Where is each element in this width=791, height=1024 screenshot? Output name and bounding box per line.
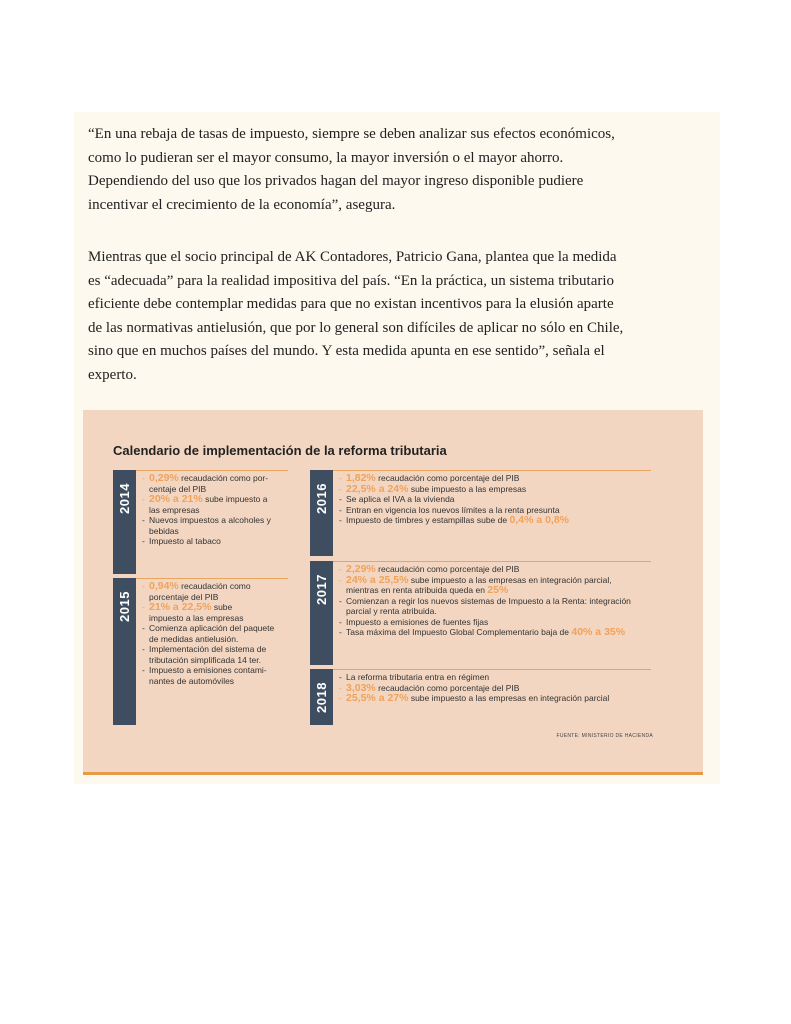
- item-line: [142, 515, 271, 526]
- highlight-value: 22,5% a 24%: [346, 482, 409, 495]
- highlight-value: 2,29%: [346, 563, 376, 575]
- text-line: como lo pudieran ser el mayor consumo, la mayor inversión o el mayor ahorro.: [88, 149, 564, 166]
- item-line: [339, 596, 631, 607]
- infographic-title: Calendario de implementación de la reforma tributaria: [113, 443, 447, 458]
- item-continuation: [142, 526, 271, 537]
- highlight-value: 0,94%: [149, 580, 179, 592]
- item-line: [142, 581, 274, 592]
- highlight-value: 3,03%: [346, 681, 376, 694]
- item-text: Entran en vigencia los nuevos límites a la renta presunta: [346, 504, 560, 515]
- item-continuation: [142, 676, 274, 687]
- text-line: incentivar el crecimiento de la economía”, asegura.: [88, 196, 396, 213]
- bottom-rule: [83, 772, 703, 775]
- highlight-value: 20% a 21%: [149, 493, 203, 505]
- item-text: sube impuesto a las empresas: [408, 483, 527, 494]
- item-text: recaudación como porcentaje del PIB: [375, 682, 520, 693]
- item-line: [339, 484, 569, 495]
- item-text: Tasa máxima del Impuesto Global Complementario baja de: [346, 627, 572, 637]
- item-text: tributación simplificada 14 ter.: [149, 654, 261, 665]
- item-text: recaudación como por-: [178, 473, 269, 483]
- item-text: centaje del PIB: [149, 483, 207, 494]
- year-label: 2016: [314, 482, 330, 514]
- item-continuation: [142, 613, 274, 624]
- highlight-value: 25,5% a 27%: [346, 692, 409, 704]
- highlight-value: 40% a 35%: [571, 626, 626, 638]
- item-line: [339, 672, 609, 683]
- item-continuation: [142, 505, 271, 516]
- divider-line: [136, 470, 288, 471]
- highlight-value: 21% a 22,5%: [149, 601, 212, 613]
- expert-paragraph: [88, 246, 708, 387]
- year-items: [142, 581, 274, 686]
- year-items: [339, 672, 609, 704]
- text-line: es “adecuada” para la realidad impositiva del país. “En la práctica, un sistema tributario: [88, 272, 615, 289]
- item-text: impuesto a las empresas: [149, 612, 244, 623]
- year-items: [339, 564, 631, 638]
- item-line: [339, 575, 631, 586]
- item-line: [142, 473, 271, 484]
- year-label: 2018: [314, 681, 330, 713]
- year-label: 2017: [314, 573, 330, 605]
- item-text: Impuesto a emisiones de fuentes fijas: [346, 616, 489, 627]
- item-line: [142, 644, 274, 655]
- divider-line: [333, 470, 651, 471]
- divider-line: [333, 561, 651, 562]
- item-continuation: [339, 585, 631, 596]
- text-line: Dependiendo del uso que los privados hagan del mayor ingreso disponible pudiere: [88, 173, 584, 189]
- year-label: 2014: [117, 482, 133, 514]
- highlight-value: 0,4% a 0,8%: [509, 514, 570, 526]
- item-text: de medidas antielusión.: [149, 633, 239, 644]
- item-text: Nuevos impuestos a alcoholes y: [149, 515, 271, 525]
- item-text: nantes de automóviles: [149, 675, 235, 686]
- item-text: Impuesto de timbres y estampillas sube de: [346, 515, 510, 525]
- item-text: Se aplica el IVA a la vivienda: [346, 494, 455, 504]
- item-continuation: [142, 634, 274, 645]
- item-text: Impuesto a emisiones contami-: [149, 665, 267, 675]
- item-line: [142, 665, 274, 676]
- text-line: sino que en muchos países del mundo. Y esta medida apunta en ese sentido”, señala el: [88, 343, 605, 359]
- item-continuation: [142, 655, 274, 666]
- item-text: Comienza aplicación del paquete: [149, 623, 275, 633]
- divider-line: [136, 578, 288, 579]
- item-text: recaudación como porcentaje del PIB: [375, 564, 520, 574]
- item-text: sube impuesto a las empresas en integración parcial: [408, 693, 610, 703]
- year-label: 2015: [117, 590, 133, 622]
- text-line: “En una rebaja de tasas de impuesto, siempre se deben analizar sus efectos económicos,: [88, 126, 615, 142]
- item-line: [339, 627, 631, 638]
- highlight-value: 1,82%: [346, 472, 376, 484]
- text-line: eficiente debe contemplar medidas para que no existan incentivos para la elusión aparte: [88, 296, 614, 312]
- item-text: Impuesto al tabaco: [149, 536, 221, 546]
- item-line: [142, 494, 271, 505]
- year-items: [142, 473, 271, 547]
- text-line: Mientras que el socio principal de AK Contadores, Patricio Gana, plantea que la medida: [88, 249, 617, 265]
- item-text: bebidas: [149, 525, 179, 536]
- item-line: [339, 515, 569, 526]
- item-line: [142, 602, 274, 613]
- item-text: sube impuesto a las empresas en integración parcial,: [408, 574, 612, 585]
- item-text: La reforma tributaria entra en régimen: [346, 672, 490, 682]
- item-line: [142, 536, 271, 547]
- quote-paragraph: [88, 123, 708, 217]
- item-text: Comienzan a regir los nuevos sistemas de Impuesto a la Renta: integración: [346, 595, 631, 606]
- item-text: mientras en renta atribuida queda en: [346, 585, 488, 595]
- text-line: de las normativas antielusión, que por lo general son difíciles de aplicar no sólo en Chile,: [88, 319, 624, 336]
- item-line: [339, 693, 609, 704]
- source-note: FUENTE: MINISTERIO DE HACIENDA: [556, 733, 653, 739]
- item-text: sube: [211, 602, 233, 612]
- item-text: Implementación del sistema de: [149, 644, 267, 654]
- highlight-value: 24% a 25,5%: [346, 573, 409, 586]
- highlight-value: 0,29%: [149, 472, 179, 484]
- reform-calendar-infographic: [83, 410, 703, 772]
- item-text: sube impuesto a: [202, 494, 268, 504]
- item-text: porcentaje del PIB: [149, 591, 219, 602]
- item-text: las empresas: [149, 504, 200, 515]
- divider-line: [333, 669, 651, 670]
- item-line: [142, 623, 274, 634]
- item-line: [339, 494, 569, 505]
- item-continuation: [339, 606, 631, 617]
- text-line: experto.: [88, 366, 137, 383]
- year-items: [339, 473, 569, 526]
- item-text: parcial y renta atribuida.: [346, 606, 437, 616]
- item-text: recaudación como: [178, 581, 251, 591]
- item-text: recaudación como porcentaje del PIB: [375, 473, 520, 483]
- highlight-value: 25%: [487, 584, 509, 596]
